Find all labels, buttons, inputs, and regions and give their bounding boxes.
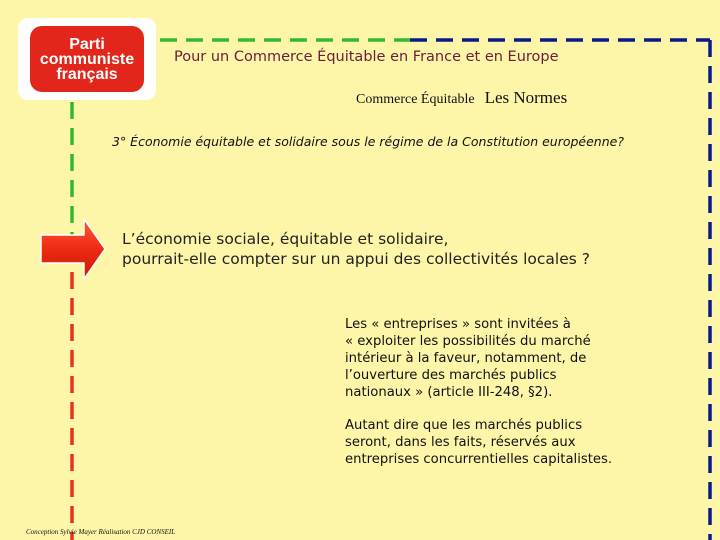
logo-line-2: communiste xyxy=(39,50,135,68)
party-logo-badge xyxy=(30,26,144,92)
paragraph2-line-1: Autant dire que les marchés publics xyxy=(345,418,583,433)
main-text-line-2: pourrait-elle compter sur un appui des collectivités locales ? xyxy=(122,250,590,268)
paragraph1-line-1: Les « entreprises » sont invitées à xyxy=(345,317,571,332)
main-question-text xyxy=(122,229,712,269)
paragraph-conclusion xyxy=(345,417,705,468)
subtitle-left: Commerce Équitable xyxy=(356,92,475,107)
paragraph1-line-4: l’ouverture des marchés publics xyxy=(345,368,557,383)
paragraph1-line-3: intérieur à la faveur, notamment, de xyxy=(345,351,587,366)
footer-credits: Conception Sylvie Mayer Réalisation CJD CONSEIL xyxy=(26,528,176,536)
subtitle-right: Les Normes xyxy=(484,88,568,107)
question-heading: 3° Économie équitable et solidaire sous le régime de la Constitution européenne? xyxy=(112,134,624,149)
paragraph1-line-2: « exploiter les possibilités du marché xyxy=(345,334,591,349)
paragraph-article xyxy=(345,316,705,401)
paragraph1-line-5: nationaux » (article III-248, §2). xyxy=(345,385,553,400)
arrow-right-icon xyxy=(40,218,106,280)
logo-line-1: Parti xyxy=(69,35,105,53)
logo-line-3: français xyxy=(56,65,118,83)
section-subtitle xyxy=(356,88,567,108)
main-text-line-1: L’économie sociale, équitable et solidaire, xyxy=(122,230,449,248)
paragraph2-line-2: seront, dans les faits, réservés aux xyxy=(345,435,576,450)
party-logo xyxy=(18,18,156,100)
paragraph2-line-3: entreprises concurrentielles capitalistes. xyxy=(345,452,613,467)
page-title: Pour un Commerce Équitable en France et en Europe xyxy=(174,49,559,65)
